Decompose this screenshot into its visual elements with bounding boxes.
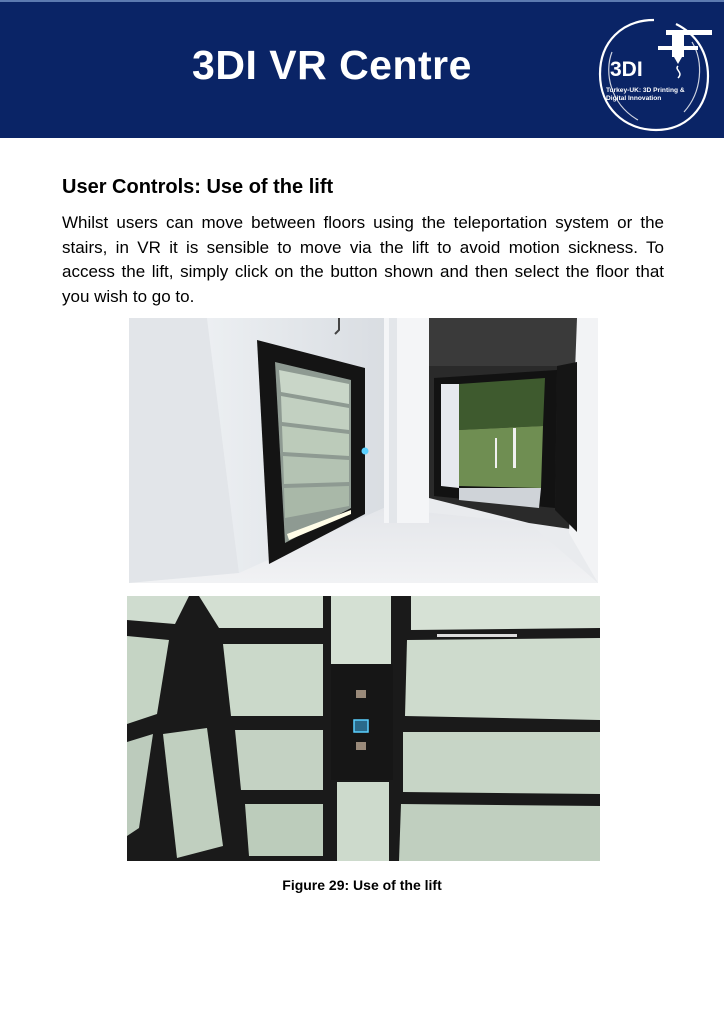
lift-interior-image [127, 596, 600, 861]
figure-caption: Figure 29: Use of the lift [282, 877, 442, 893]
logo-main-text: 3DI [610, 58, 643, 81]
page-title: 3DI VR Centre [192, 42, 472, 88]
body-paragraph: Whilst users can move between floors using the teleportation system or the stairs, in VR it is sensible to move via the lift to avoid motion sickness. To access the lift, simply click on the button shown and then select the floor that you wish to go to. [62, 213, 664, 306]
3di-logo [592, 12, 716, 136]
logo-sub-text: Turkey-UK: 3D Printing & Digital Innovation [606, 87, 685, 102]
section-heading: User Controls: Use of the lift [62, 176, 334, 198]
page-header [0, 0, 724, 138]
lift-entrance-image [129, 318, 598, 583]
